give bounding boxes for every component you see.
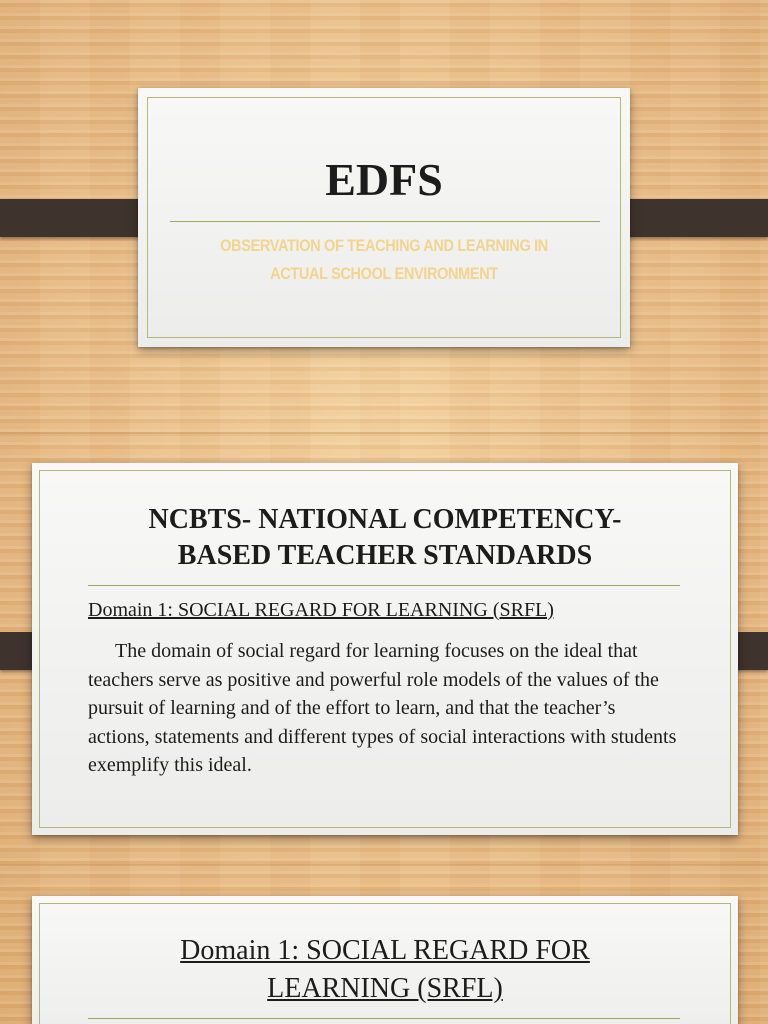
slide-heading-line-1: NCBTS- NATIONAL COMPETENCY- [148,504,622,535]
slide-subtitle-line-1: OBSERVATION OF TEACHING AND LEARNING IN [220,237,548,255]
body-paragraph: The domain of social regard for learning focuses on the ideal that teachers serve as positive and powerful role models of the values of the pursuit of learning and of the effort to learn, and that the teacher’s actions, statements and different types of social interactions with students exemplify this ideal. [88,640,677,776]
content-card [32,896,738,1024]
slide-separator [0,432,768,434]
content-card [32,463,738,835]
title-card [138,88,630,347]
card-inner-border [147,97,621,338]
title-divider [170,221,600,222]
slide-heading-line-1: Domain 1: SOCIAL REGARD FOR [180,935,590,966]
slide-subtitle-line-2: ACTUAL SCHOOL ENVIRONMENT [270,265,498,283]
slide-title-text: EDFS [325,154,443,205]
domain-label: Domain 1: SOCIAL REGARD FOR LEARNING (SRFL) [88,599,554,621]
heading-divider [88,585,680,586]
slide-heading-line-2: BASED TEACHER STANDARDS [177,540,593,571]
decorative-bar-left [0,199,156,237]
heading-divider [88,1018,680,1019]
slide-heading-line-2: LEARNING (SRFL) [267,973,503,1004]
decorative-bar-right [612,199,768,237]
slide-separator [0,864,768,866]
